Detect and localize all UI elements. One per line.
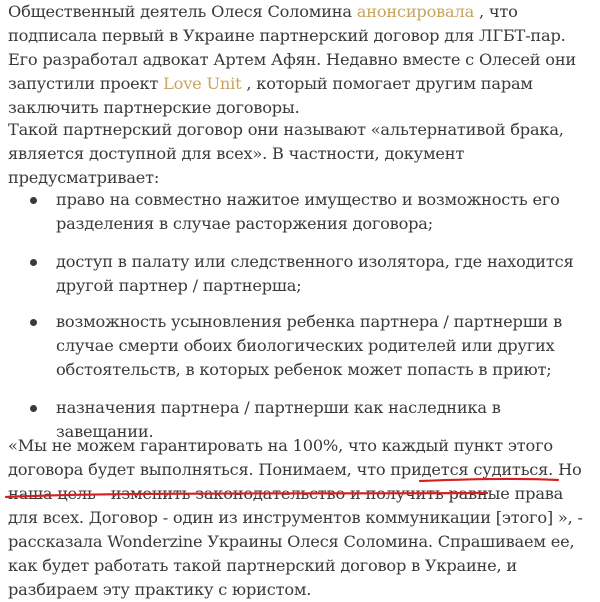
intro-text-1: Общественный деятель Олеся Соломина — [8, 2, 357, 21]
intro-text-3: , который помогает другим парам заключить партнерские договоры. — [8, 74, 533, 117]
quote-text-2: . Договор - один из инструментов коммуникации [этого] », - рассказала Wonderzine Украины Олеся Соломина. Спрашиваем ее, как будет работать такой партнерский договор в Украине, и разбираем эту практику с юристом. — [8, 508, 583, 599]
list-item-text: доступ в палату или следственного изолятора, где находится другой партнер / партнерша; — [56, 252, 574, 295]
list-item-text: возможность усыновления ребенка партнера / партнерши в случае смерти обоих биологических родителей или других обстоятельств, в которых ребенок может попасть в приют; — [56, 312, 562, 379]
bullet-icon — [30, 259, 37, 266]
quote-paragraph — [8, 434, 596, 602]
intro-paragraph — [8, 0, 594, 120]
intro-text-2: , что подписала первый в Украине партнерский договор для ЛГБТ-пар. Его разработал адвокат Артем Афян. Недавно вместе с Олесей они запустили проект — [8, 2, 577, 93]
love-unit-link[interactable]: Love Unit — [163, 74, 242, 93]
list-item — [56, 188, 596, 236]
bullet-icon — [30, 405, 37, 412]
quote-text-1: «Мы не можем гарантировать на 100%, что каждый пункт этого договора будет выполняться. Понимаем, что придется судиться. — [8, 436, 559, 479]
bullet-icon — [30, 319, 37, 326]
highlighted-quote: Но наша цель - изменить законодательство и получить равные права для всех — [8, 460, 582, 527]
bullet-icon — [30, 197, 37, 204]
announced-link[interactable]: анонсировала — [356, 2, 475, 21]
list-item — [56, 250, 596, 298]
list-item-text: назначения партнера / партнерши как наследника в завещании. — [56, 398, 501, 441]
list-item — [56, 310, 596, 382]
list-item-text: право на совместно нажитое имущество и возможность его разделения в случае расторжения договора; — [56, 190, 560, 233]
contract-description-paragraph: Такой партнерский договор они называют «альтернативой брака, является доступной для всех». В частности, документ предусматривает: — [8, 120, 564, 187]
